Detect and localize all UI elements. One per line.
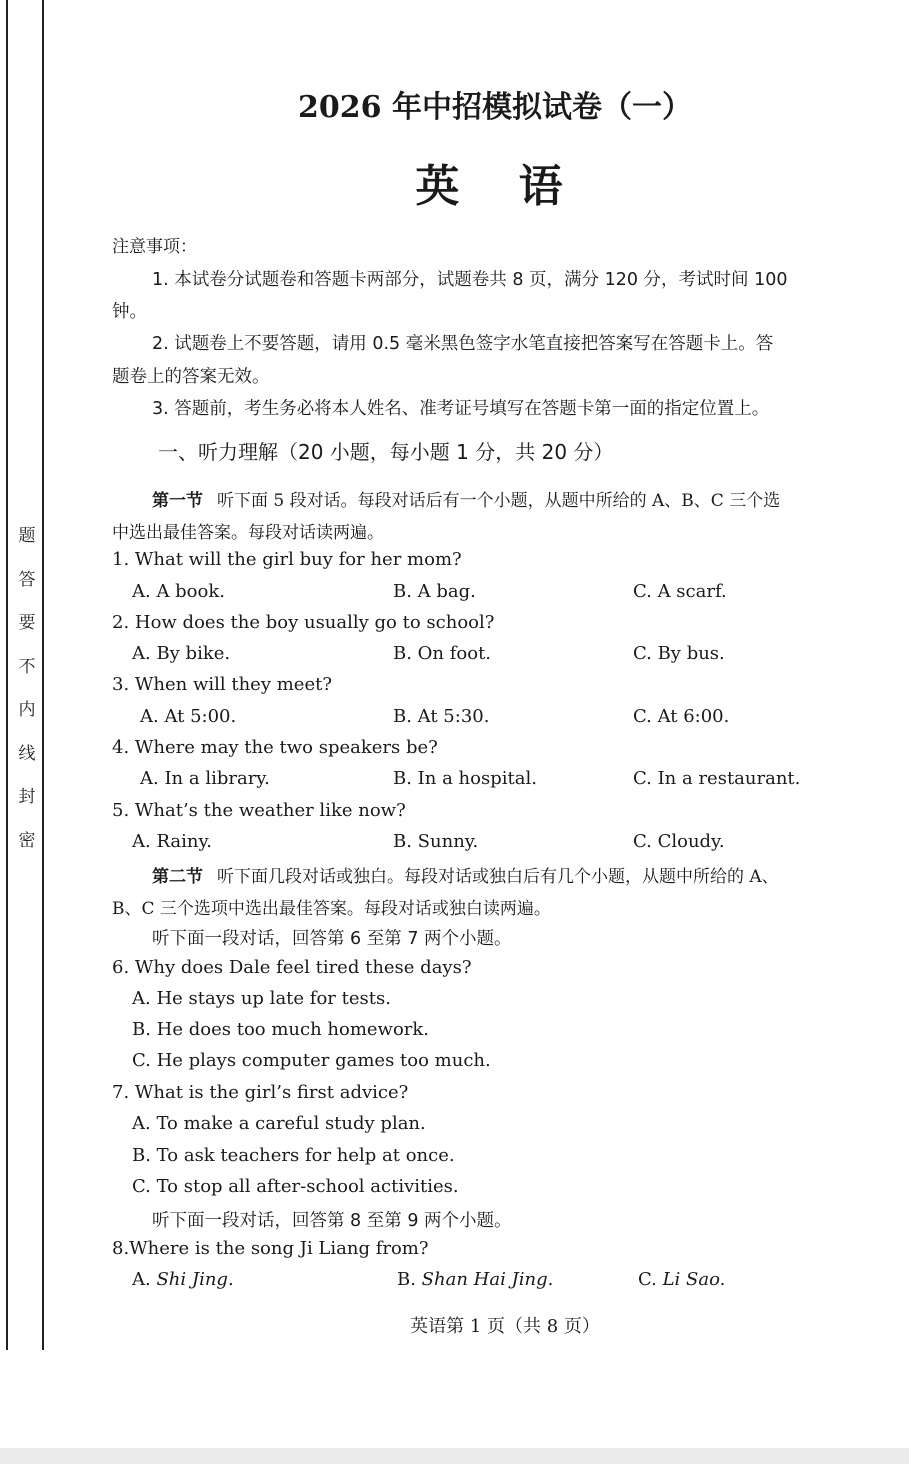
q6-option-b: B. He does too much homework. [132, 1019, 430, 1040]
part1-line1: 听下面 5 段对话。每段对话后有一个小题，从题中所给的 A、B、C 三个选 [217, 491, 781, 511]
part2-line2: B、C 三个选项中选出最佳答案。每段对话或独白读两遍。 [112, 899, 551, 919]
part2-label: 第二节 [152, 867, 203, 887]
bottom-margin-strip [0, 1448, 909, 1464]
q6-option-a: A. He stays up late for tests. [132, 988, 391, 1009]
q3-option-a: A. At 5:00. [140, 706, 237, 727]
part2-line1: 听下面几段对话或独白。每段对话或独白后有几个小题，从题中所给的 A、 [217, 867, 779, 887]
notice-item: 钟。 [112, 302, 147, 322]
seal-char: 答 [18, 569, 36, 590]
seal-char: 封 [18, 787, 36, 807]
notice-item: 1. 本试卷分试题卷和答题卡两部分，试题卷共 8 页，满分 120 分，考试时间 100 [152, 270, 788, 290]
q3-option-c: C. At 6:00. [633, 706, 730, 727]
q1-option-a: A. A book. [132, 581, 225, 602]
q5-option-b: B. Sunny. [393, 831, 479, 852]
seal-char: 要 [18, 613, 36, 633]
q1-option-c: C. A scarf. [633, 581, 727, 602]
notice-heading: 注意事项： [112, 237, 197, 257]
q3-option-b: B. At 5:30. [393, 706, 490, 727]
exam-title: 2026 年中招模拟试卷（一） [298, 90, 692, 125]
subject-title: 英 语 [415, 161, 585, 212]
notice-item: 2. 试题卷上不要答题，请用 0.5 毫米黑色签字水笔直接把答案写在答题卡上。答 [152, 334, 774, 354]
seal-line-notice [14, 515, 40, 863]
dialogue-intro-8-9: 听下面一段对话，回答第 8 至第 9 两个小题。 [152, 1211, 512, 1231]
page-footer: 英语第 1 页（共 8 页） [410, 1316, 600, 1337]
question-8: 8.Where is the song Ji Liang from? [112, 1238, 429, 1259]
q5-option-c: C. Cloudy. [633, 831, 725, 852]
question-4: 4. Where may the two speakers be? [112, 737, 438, 758]
q8-option-c-text: Li Sao. [662, 1269, 726, 1290]
seal-char: 不 [18, 656, 36, 677]
seal-char: 内 [18, 700, 36, 720]
seal-char: 线 [18, 743, 36, 764]
seal-char: 密 [18, 830, 36, 851]
q8-option-a-letter: A. [132, 1269, 157, 1290]
q5-option-a: A. Rainy. [132, 831, 212, 852]
question-6: 6. Why does Dale feel tired these days? [112, 957, 472, 978]
part1-label: 第一节 [152, 491, 203, 511]
q2-option-a: A. By bike. [132, 643, 231, 664]
q7-option-a: A. To make a careful study plan. [132, 1113, 426, 1134]
q1-option-b: B. A bag. [393, 581, 476, 602]
q2-option-b: B. On foot. [393, 643, 492, 664]
dialogue-intro-6-7: 听下面一段对话，回答第 6 至第 7 两个小题。 [152, 929, 512, 949]
q2-option-c: C. By bus. [633, 643, 725, 664]
q4-option-c: C. In a restaurant. [633, 768, 801, 789]
notice-item: 题卷上的答案无效。 [112, 367, 270, 387]
q7-option-c: C. To stop all after-school activities. [132, 1176, 459, 1197]
part1-line2: 中选出最佳答案。每段对话读两遍。 [112, 523, 384, 543]
q7-option-b: B. To ask teachers for help at once. [132, 1145, 455, 1166]
section-title: 一、听力理解（20 小题，每小题 1 分，共 20 分） [158, 440, 614, 464]
q8-option-b [397, 1269, 553, 1290]
seal-char: 题 [18, 526, 36, 546]
part1-instructions [152, 486, 780, 511]
question-3: 3. When will they meet? [112, 674, 332, 695]
q8-option-b-text: Shan Hai Jing. [421, 1269, 554, 1290]
q4-option-b: B. In a hospital. [393, 768, 537, 789]
q8-option-b-letter: B. [397, 1269, 422, 1290]
q6-option-c: C. He plays computer games too much. [132, 1050, 491, 1071]
q8-option-c [638, 1269, 725, 1290]
q4-option-a: A. In a library. [140, 768, 270, 789]
question-1: 1. What will the girl buy for her mom? [112, 549, 462, 570]
part2-instructions [152, 862, 779, 887]
question-2: 2. How does the boy usually go to school? [112, 612, 495, 633]
question-7: 7. What is the girl’s first advice? [112, 1082, 409, 1103]
notice-item: 3. 答题前，考生务必将本人姓名、准考证号填写在答题卡第一面的指定位置上。 [152, 399, 770, 419]
q8-option-a [132, 1269, 234, 1290]
q8-option-c-letter: C. [638, 1269, 663, 1290]
q8-option-a-text: Shi Jing. [156, 1269, 234, 1290]
question-5: 5. What’s the weather like now? [112, 800, 406, 821]
